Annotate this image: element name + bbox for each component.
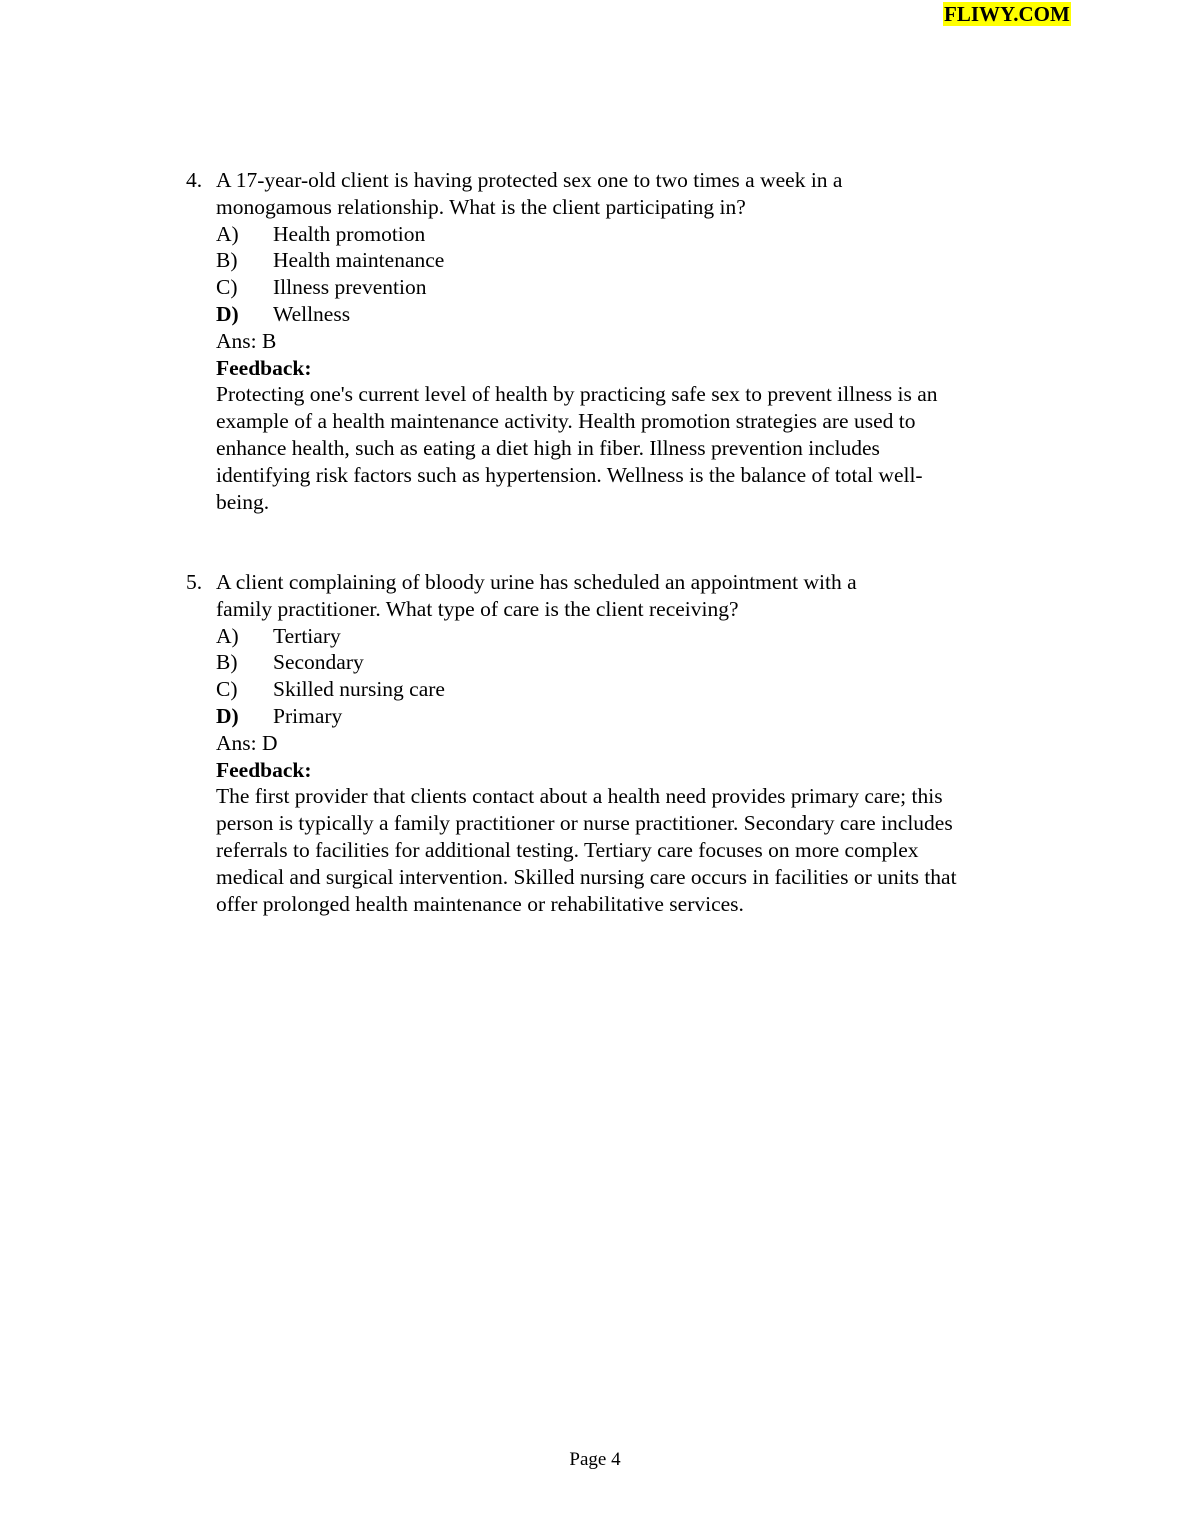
feedback-line: enhance health, such as eating a diet high in fiber. Illness prevention includes xyxy=(216,435,880,460)
option-text: Skilled nursing care xyxy=(273,677,445,702)
question-text-line: family practitioner. What type of care is the client receiving? xyxy=(216,596,739,621)
option-d xyxy=(216,301,1036,328)
feedback-line: referrals to facilities for additional testing. Tertiary care focuses on more complex xyxy=(216,837,919,862)
feedback-line: The first provider that clients contact about a health need provides primary care; this xyxy=(216,784,943,809)
option-d xyxy=(216,703,1036,730)
feedback-label: Feedback: xyxy=(216,757,312,782)
question-number: 5. xyxy=(186,570,203,594)
feedback-line: identifying risk factors such as hypertension. Wellness is the balance of total well- xyxy=(216,462,923,487)
option-text: Health maintenance xyxy=(273,248,445,273)
question-body xyxy=(216,167,1036,515)
feedback-line: offer prolonged health maintenance or rehabilitative services. xyxy=(216,891,744,916)
feedback-label: Feedback: xyxy=(216,355,312,380)
page-label: Page xyxy=(569,1449,607,1470)
option-text: Secondary xyxy=(273,650,364,675)
option-text: Tertiary xyxy=(273,623,341,648)
feedback-line: example of a health maintenance activity. Health promotion strategies are used to xyxy=(216,409,916,434)
option-letter: C) xyxy=(216,677,238,702)
option-b xyxy=(216,247,1036,274)
option-text: Primary xyxy=(273,703,343,728)
option-letter: A) xyxy=(216,221,239,246)
page-footer xyxy=(0,1449,1190,1471)
question-text xyxy=(216,167,1016,221)
question-text-line: A 17-year-old client is having protected sex one to two times a week in a xyxy=(216,168,843,192)
answer-line: Ans: B xyxy=(216,328,277,353)
option-letter: D) xyxy=(216,703,239,728)
page-number: 4 xyxy=(611,1449,621,1470)
feedback-text xyxy=(216,783,1026,917)
option-letter: B) xyxy=(216,248,238,273)
question-5 xyxy=(186,569,1036,917)
watermark-banner: FLIWY.COM xyxy=(944,2,1070,26)
option-text: Health promotion xyxy=(273,221,426,246)
option-a xyxy=(216,623,1036,650)
question-text-line: A client complaining of bloody urine has scheduled an appointment with a xyxy=(216,570,857,594)
option-c xyxy=(216,274,1036,301)
option-a xyxy=(216,221,1036,248)
feedback-line: being. xyxy=(216,489,270,514)
question-4 xyxy=(186,167,1036,515)
question-body xyxy=(216,569,1036,917)
feedback-line: person is typically a family practitioner or nurse practitioner. Secondary care includes xyxy=(216,811,953,836)
answer-line: Ans: D xyxy=(216,730,278,755)
option-c xyxy=(216,676,1036,703)
option-letter: D) xyxy=(216,301,239,326)
option-text: Wellness xyxy=(273,301,351,326)
option-letter: A) xyxy=(216,623,239,648)
question-number: 4. xyxy=(186,168,203,192)
feedback-text xyxy=(216,381,1026,515)
option-text: Illness prevention xyxy=(273,275,427,300)
feedback-line: Protecting one's current level of health by practicing safe sex to prevent illness is an xyxy=(216,382,938,407)
option-letter: C) xyxy=(216,275,238,300)
option-letter: B) xyxy=(216,650,238,675)
feedback-line: medical and surgical intervention. Skilled nursing care occurs in facilities or units that xyxy=(216,864,957,889)
question-text xyxy=(216,569,1016,623)
option-b xyxy=(216,649,1036,676)
question-text-line: monogamous relationship. What is the client participating in? xyxy=(216,194,746,219)
